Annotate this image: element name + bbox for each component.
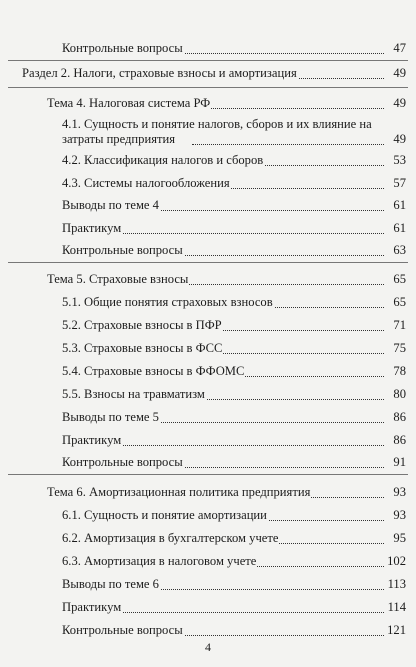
toc-entry-title: Тема 5. Страховые взносы [47, 272, 189, 286]
toc-entry [62, 341, 406, 356]
toc-entry [47, 485, 406, 500]
toc-entry [62, 554, 406, 569]
toc-entry-page: 61 [393, 221, 406, 235]
toc-entry-title-line2: затраты предприятия [62, 132, 176, 146]
toc-entry-title: Практикум [62, 221, 122, 235]
toc-entry-title: 5.1. Общие понятия страховых взносов [62, 295, 273, 309]
toc-entry [62, 508, 406, 523]
toc-entry [22, 66, 406, 81]
toc-entry-title: Тема 4. Налоговая система РФ [47, 96, 211, 110]
page-number: 4 [205, 640, 211, 654]
toc-entry-title: Выводы по теме 6 [62, 577, 159, 591]
toc-entry-page: 65 [393, 272, 406, 286]
toc-entry [62, 410, 406, 425]
toc-entry-title: Контрольные вопросы [62, 41, 183, 55]
toc-entry-title: Выводы по теме 4 [62, 198, 159, 212]
toc-entry-page: 93 [393, 508, 406, 522]
toc-entry-title: 5.3. Страховые взносы в ФСС [62, 341, 223, 355]
divider [8, 474, 408, 475]
toc-entry [62, 318, 406, 333]
toc-entry-page: 57 [393, 176, 406, 190]
toc-entry-page: 65 [393, 295, 406, 309]
toc-entry-page: 91 [393, 455, 406, 469]
leader-dots [192, 144, 384, 145]
toc-entry-page: 86 [393, 410, 406, 424]
toc-entry-page: 102 [387, 554, 406, 568]
toc-entry-page: 49 [393, 132, 406, 146]
toc-entry-title: 6.1. Сущность и понятие амортизации [62, 508, 267, 522]
toc-entry-page: 80 [393, 387, 406, 401]
toc-entry-title: 6.2. Амортизация в бухгалтерском учете [62, 531, 279, 545]
toc-entry [62, 433, 406, 448]
toc-entry-title: Тема 6. Амортизационная политика предприятия [47, 485, 311, 499]
toc-entry [62, 623, 406, 638]
toc-entry-title: Практикум [62, 600, 122, 614]
toc-entry-page: 47 [393, 41, 406, 55]
toc-entry-title: 4.2. Классификация налогов и сборов [62, 153, 264, 167]
toc-entry-page: 78 [393, 364, 406, 378]
toc-entry-page: 75 [393, 341, 406, 355]
toc-entry-title: Контрольные вопросы [62, 243, 183, 257]
toc-entry-title: Контрольные вопросы [62, 455, 183, 469]
toc-entry-title: 6.3. Амортизация в налоговом учете [62, 554, 257, 568]
toc-entry-page: 93 [393, 485, 406, 499]
toc-entry-page: 95 [393, 531, 406, 545]
toc-entry-page: 121 [387, 623, 406, 637]
toc-entry [62, 153, 406, 168]
toc-entry [62, 531, 406, 546]
toc-entry-page: 61 [393, 198, 406, 212]
toc-entry [62, 455, 406, 470]
toc-entry [62, 117, 406, 147]
toc-entry [62, 295, 406, 310]
toc-entry-title: 5.4. Страховые взносы в ФФОМС [62, 364, 245, 378]
toc-entry [62, 221, 406, 236]
divider [8, 262, 408, 263]
toc-entry [47, 96, 406, 111]
toc-entry [62, 577, 406, 592]
toc-entry-page: 114 [387, 600, 406, 614]
toc-entry-title: 5.5. Взносы на травматизм [62, 387, 205, 401]
toc-entry-title: Выводы по теме 5 [62, 410, 159, 424]
toc-entry-page: 49 [393, 66, 406, 80]
toc-entry-page: 71 [393, 318, 406, 332]
toc-entry-title: 5.2. Страховые взносы в ПФР [62, 318, 222, 332]
toc-entry [62, 41, 406, 56]
toc-entry-title: 4.3. Системы налогообложения [62, 176, 230, 190]
toc-entry [47, 272, 406, 287]
toc-entry-page: 113 [387, 577, 406, 591]
toc-entry-page: 49 [393, 96, 406, 110]
toc-entry [62, 176, 406, 191]
toc-entry [62, 243, 406, 258]
divider [8, 60, 408, 61]
toc-entry [62, 600, 406, 615]
toc-entry-title-line1: 4.1. Сущность и понятие налогов, сборов и их влияние на [62, 117, 372, 131]
toc-entry [62, 364, 406, 379]
divider [8, 87, 408, 88]
toc-entry-title: Раздел 2. Налоги, страховые взносы и амортизация [22, 66, 297, 80]
toc-entry [62, 387, 406, 402]
toc-entry-page: 53 [393, 153, 406, 167]
toc-entry-page: 86 [393, 433, 406, 447]
toc-entry-title: Контрольные вопросы [62, 623, 183, 637]
toc-entry-page: 63 [393, 243, 406, 257]
toc-entry [62, 198, 406, 213]
toc-entry-title: Практикум [62, 433, 122, 447]
